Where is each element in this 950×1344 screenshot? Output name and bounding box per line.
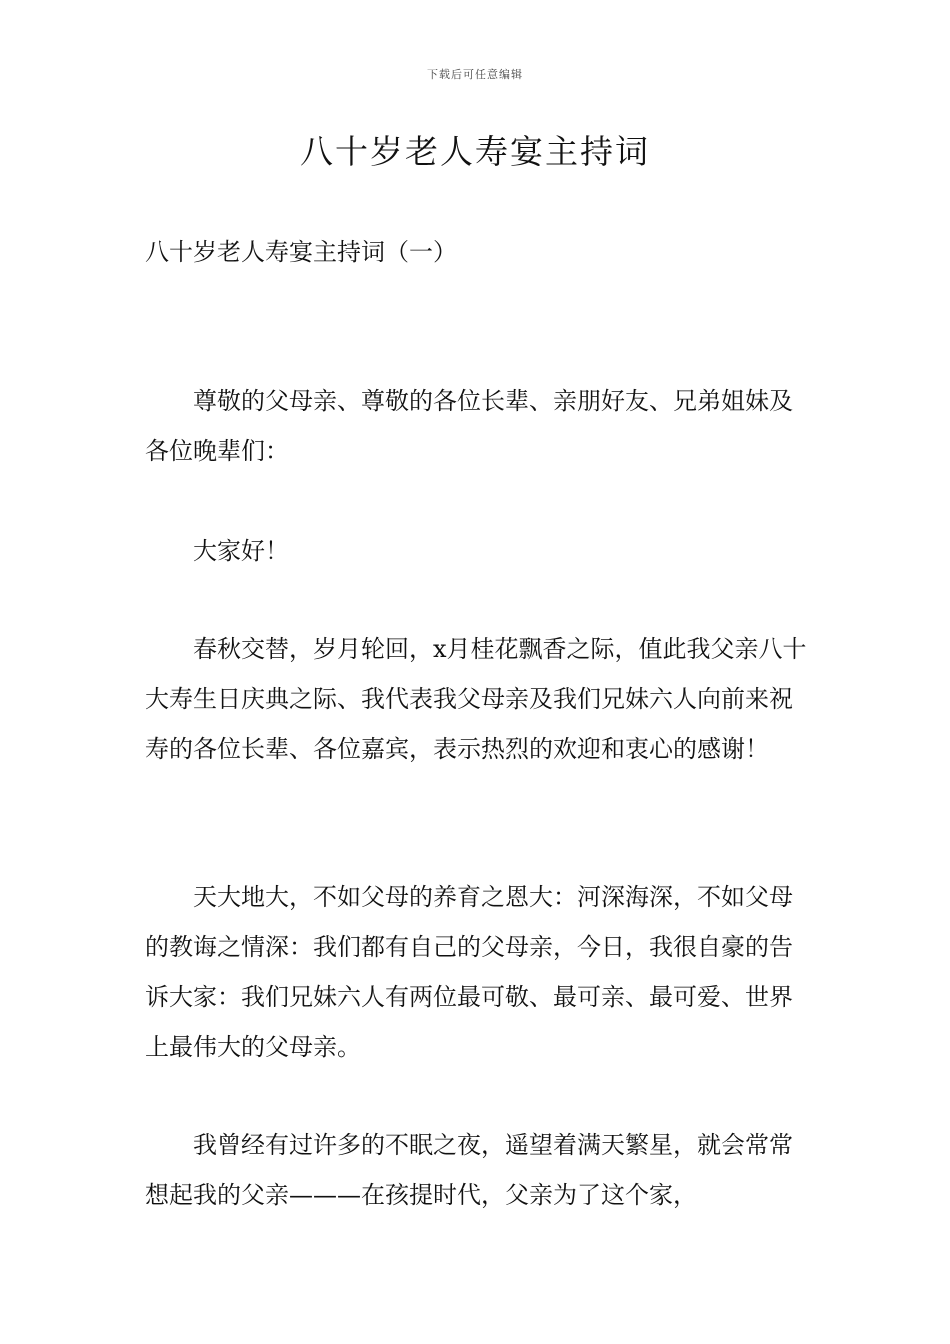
paragraph-gratitude: 天大地大，不如父母的养育之恩大：河深海深，不如父母的教诲之情深：我们都有自己的父母亲，今日，我很自豪的告诉大家：我们兄妹六人有两位最可敬、最可亲、最可爱、世界上最伟大的父母亲。 <box>145 883 793 1061</box>
paragraph-memory: 我曾经有过许多的不眠之夜，遥望着满天繁星，就会常常想起我的父亲———在孩提时代，父亲为了这个家， <box>145 1131 793 1209</box>
section-subtitle: 八十岁老人寿宴主持词（一） <box>145 238 457 266</box>
document-title: 八十岁老人寿宴主持词 <box>300 132 650 171</box>
paragraph-greeting: 尊敬的父母亲、尊敬的各位长辈、亲朋好友、兄弟姐妹及各位晚辈们： <box>145 387 793 465</box>
header-note: 下载后可任意编辑 <box>427 68 523 81</box>
paragraph-hello: 大家好！ <box>193 537 289 565</box>
paragraph-welcome: 春秋交替，岁月轮回，x月桂花飘香之际，值此我父亲八十大寿生日庆典之际、我代表我父母亲及我们兄妹六人向前来祝寿的各位长辈、各位嘉宾，表示热烈的欢迎和衷心的感谢！ <box>145 635 807 763</box>
